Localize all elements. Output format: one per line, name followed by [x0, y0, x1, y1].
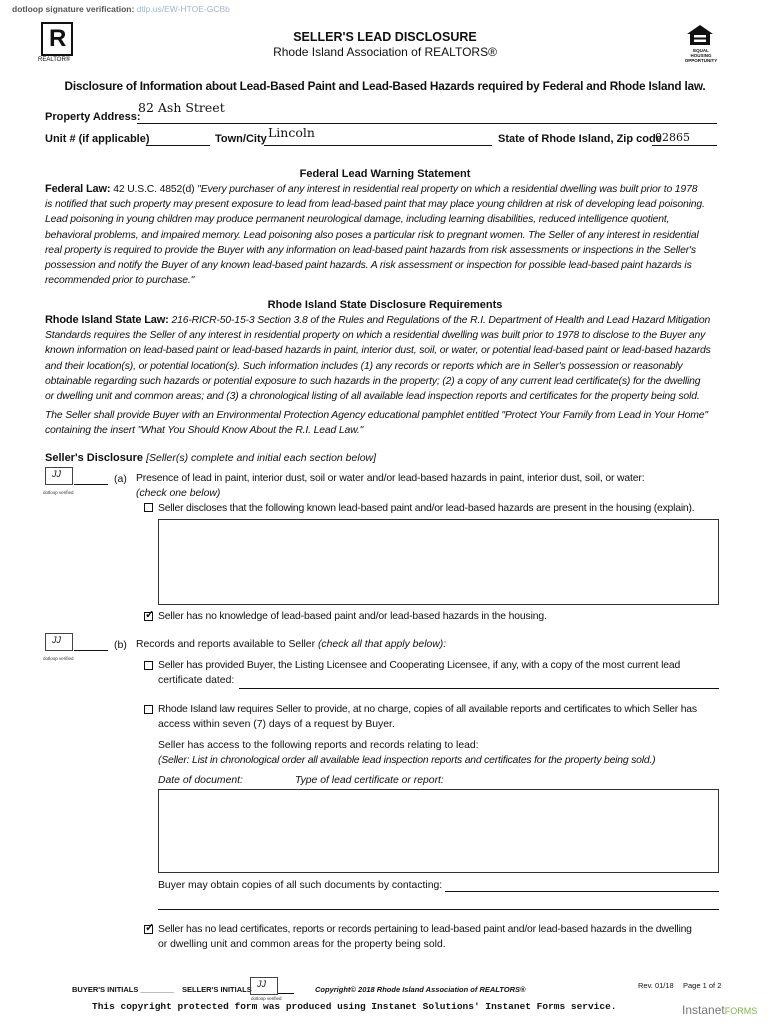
federal-line-1: Federal Law: 42 U.S.C. 4852(d) "Every purchaser of any interest in residential real property on which a residential dwelling was built prior to 1978 [45, 183, 698, 195]
town-label: Town/City [215, 133, 267, 145]
section-b-text: Records and reports available to Seller (check all that apply below): [136, 639, 447, 650]
ri-heading: Rhode Island State Disclosure Requirements [267, 299, 503, 311]
buyers-initials[interactable]: BUYER'S INITIALS ________ [72, 985, 174, 994]
verification-link[interactable]: dtlp.us/EW-HTOE-GCBb [136, 4, 230, 14]
contact-line-1[interactable] [445, 891, 719, 892]
sellers-initials-label: SELLER'S INITIALS [182, 985, 252, 994]
initials-caption-b: dotloop verified [43, 656, 74, 661]
ri-line-1: Rhode Island State Law: 216-RICR-50-15-3 Section 3.8 of the Rules and Regulations of the R.I. Department of Health and Lead Hazard Mitigation [45, 314, 711, 326]
federal-line-5: real property is required to provide the Buyer with any information on lead-based paint hazards from risk assessments or inspections in the Seller's [45, 244, 696, 256]
option-b-none-1: Seller has no lead certificates, reports or records pertaining to lead-based paint and/or lead-based hazards in the dwelling [158, 924, 692, 935]
column-date: Date of document: [158, 775, 243, 786]
realtor-logo: R [41, 22, 73, 56]
verification-label: dotloop signature verification: [12, 4, 135, 14]
ri-line-2: Standards requires the Seller of any interest in residential property on which a residential dwelling was built prior to 1978 to disclose to the Buyer any [45, 330, 706, 342]
instanet-notice: This copyright protected form was produced using Instanet Solutions' Instanet Forms service. [92, 1001, 617, 1012]
zip-value[interactable]: 02865 [655, 131, 690, 144]
option-a-known: Seller discloses that the following known lead-based paint and/or lead-based hazards are present in the housing (explain). [158, 503, 695, 514]
property-address-label: Property Address: [45, 111, 141, 123]
federal-line-4: behavioral problems, and impaired memory. Lead poisoning also poses a particular risk to pregnant women. The Seller of any interest in residential [45, 229, 699, 241]
checkbox-b-provided[interactable] [144, 661, 153, 670]
form-heading: Disclosure of Information about Lead-Based Paint and Lead-Based Hazards required by Federal and Rhode Island law. [64, 79, 706, 93]
option-a-none: Seller has no knowledge of lead-based paint and/or lead-based hazards in the housing. [158, 611, 547, 622]
access-note: (Seller: List in chronological order all available lead inspection reports and certificates for the property being sold.) [158, 755, 656, 766]
form-title: SELLER'S LEAD DISCLOSURE [293, 30, 477, 44]
checkbox-a-known[interactable] [144, 503, 153, 512]
seller-disclosure-heading: Seller's Disclosure [Seller(s) complete and initial each section below] [45, 452, 377, 464]
option-b-none-2: or dwelling unit and common areas for the property being sold. [158, 939, 446, 950]
pamphlet-line-2: containing the insert "What You Should Know About the R.I. Lead Law." [45, 425, 364, 437]
property-address-value[interactable]: 82 Ash Street [138, 100, 225, 115]
page-number: Page 1 of 2 [683, 981, 722, 990]
ri-line-4: and their location(s), or potential location(s). Such information includes (1) any records or reports which are in Seller's possession or reasonably [45, 360, 683, 372]
instanet-brand: InstanetFORMS [682, 1003, 758, 1017]
checkbox-a-none[interactable] [144, 612, 153, 621]
realtor-logo-text: REALTOR® [38, 57, 71, 63]
unit-line[interactable] [146, 145, 210, 146]
copyright-text: Copyright© 2018 Rhode Island Association of REALTORS® [315, 985, 526, 994]
zip-line [652, 145, 717, 146]
ri-paragraph [45, 313, 721, 439]
section-a-text: Presence of lead in paint, interior dust, soil or water and/or lead-based hazards in paint, interior dust, soil, or water: [136, 473, 645, 484]
column-type: Type of lead certificate or report: [295, 775, 444, 786]
option-b-ri-law-2: access within seven (7) days of a request by Buyer. [158, 719, 395, 730]
federal-line-7: recommended prior to purchase." [45, 275, 195, 287]
reports-textbox[interactable] [158, 789, 719, 873]
seller-initials-b[interactable]: JJ [45, 633, 73, 651]
checkbox-b-ri-law[interactable] [144, 705, 153, 714]
section-a-label: (a) [114, 473, 127, 485]
ri-line-3: known information on lead-based paint or lead-based hazards in paint, interior dust, soil, or water, or potential lead-based paint or lead-based hazards [45, 345, 711, 357]
seller-initials-a[interactable]: JJ [45, 467, 73, 485]
certificate-date-line[interactable] [239, 688, 719, 689]
federal-line-6: possession and notify the Buyer of any known lead-based paint hazards. A risk assessment or inspection for possible lead-based paint hazards is [45, 260, 692, 272]
ri-line-6: or dwelling unit and common areas; and (3) a chronological listing of all available lead inspection reports and certificates for the property being sold. [45, 391, 700, 403]
federal-line-2: is notified that such property may present exposure to lead from lead-based paint that may place young children at risk of developing lead poisoning. [45, 199, 705, 211]
ri-line-5: obtainable regarding such hazards or potential exposure to such hazards in the property; (2) a copy of any current lead certificate(s) for the dwelling [45, 375, 701, 387]
sellers-initials-footer[interactable]: JJ [250, 977, 278, 995]
verification-line [12, 4, 230, 14]
sellers-initials-footer-line [278, 993, 294, 994]
pamphlet-line-1: The Seller shall provide Buyer with an Environmental Protection Agency educational pamphlet entitled "Protect Your Family from Lead in Your Home" [45, 410, 708, 422]
revision: Rev. 01/18 [638, 981, 674, 990]
option-b-ri-law-1: Rhode Island law requires Seller to provide, at no charge, copies of all available reports and certificates to which Seller has [158, 704, 697, 715]
form-subtitle: Rhode Island Association of REALTORS® [273, 45, 497, 59]
option-b-provided-1: Seller has provided Buyer, the Listing Licensee and Cooperating Licensee, if any, with a copy of the most current lead [158, 660, 681, 671]
town-value[interactable]: Lincoln [268, 125, 315, 140]
option-b-provided-2: certificate dated: [158, 675, 235, 686]
equal-housing-text: EQUAL HOUSING OPPORTUNITY [684, 48, 718, 63]
contact-line-2[interactable] [158, 909, 719, 910]
town-line [264, 145, 492, 146]
section-a-note: (check one below) [136, 488, 221, 499]
initials-line-b [74, 650, 108, 651]
zip-label: State of Rhode Island, Zip code [498, 133, 662, 145]
federal-line-3: Lead poisoning in young children may produce permanent neurological damage, including learning disabilities, reduced intelligence quotient, [45, 214, 670, 226]
explain-textbox[interactable] [158, 519, 719, 605]
federal-paragraph [45, 182, 721, 288]
contact-text: Buyer may obtain copies of all such documents by contacting: [158, 880, 443, 891]
checkbox-b-none[interactable] [144, 925, 153, 934]
unit-label: Unit # (if applicable) [45, 133, 150, 145]
initials-caption-footer: dotloop verified [251, 996, 282, 1001]
federal-heading: Federal Lead Warning Statement [299, 168, 471, 180]
initials-line-a [74, 484, 108, 485]
section-b-label: (b) [114, 639, 127, 651]
property-address-line [137, 123, 717, 124]
access-text: Seller has access to the following reports and records relating to lead: [158, 740, 479, 751]
initials-caption-a: dotloop verified [43, 490, 74, 495]
